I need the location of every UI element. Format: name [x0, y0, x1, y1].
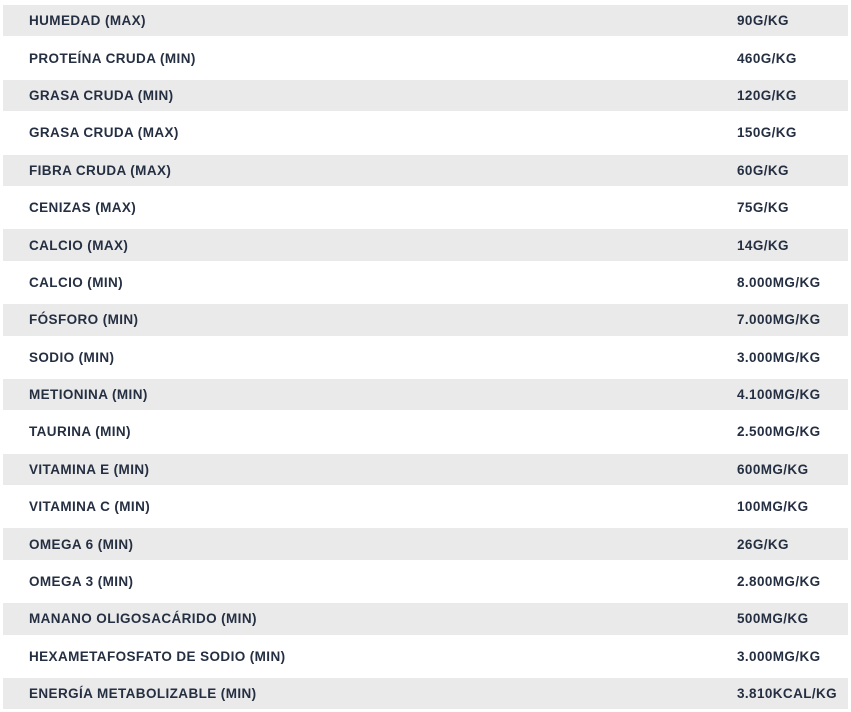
nutrient-value: 120G/KG: [737, 87, 797, 103]
nutrient-value: 7.000MG/KG: [737, 312, 821, 328]
nutrient-label: SODIO (MIN): [29, 349, 115, 365]
nutrient-label: ENERGÍA METABOLIZABLE (MIN): [29, 686, 257, 702]
nutrient-label: CALCIO (MIN): [29, 274, 124, 290]
nutrient-label: GRASA CRUDA (MAX): [29, 125, 179, 141]
table-row: [3, 638, 848, 675]
nutrient-label: PROTEÍNA CRUDA (MIN): [29, 50, 196, 66]
nutrient-value: 460G/KG: [737, 50, 797, 66]
table-row: [3, 525, 848, 562]
nutrient-value: 100MG/KG: [737, 499, 809, 515]
nutrient-value: 2.500MG/KG: [737, 424, 821, 440]
nutrient-value: 4.100MG/KG: [737, 387, 821, 403]
table-row: [3, 600, 848, 637]
nutrient-label: FÓSFORO (MIN): [29, 312, 139, 328]
nutrient-label: MANANO OLIGOSACÁRIDO (MIN): [29, 611, 257, 627]
table-row: [3, 301, 848, 338]
nutrient-value: 75G/KG: [737, 200, 789, 216]
nutrient-label: VITAMINA C (MIN): [29, 499, 151, 515]
table-row: [3, 413, 848, 450]
nutrient-value: 60G/KG: [737, 162, 789, 178]
nutrient-value: 3.000MG/KG: [737, 349, 821, 365]
nutrient-label: FIBRA CRUDA (MAX): [29, 162, 172, 178]
nutrient-label: GRASA CRUDA (MIN): [29, 87, 174, 103]
table-row: [3, 675, 848, 712]
nutrient-value: 500MG/KG: [737, 611, 809, 627]
nutrient-label: HEXAMETAFOSFATO DE SODIO (MIN): [29, 648, 286, 664]
table-row: [3, 2, 848, 39]
nutrient-value: 150G/KG: [737, 125, 797, 141]
nutrient-value: 3.810KCAL/KG: [737, 686, 838, 702]
table-row: [3, 488, 848, 525]
nutrient-value: 90G/KG: [737, 13, 789, 29]
nutrient-value: 26G/KG: [737, 536, 789, 552]
table-row: [3, 152, 848, 189]
table-row: [3, 39, 848, 76]
table-row: [3, 339, 848, 376]
table-row: [3, 189, 848, 226]
table-row: [3, 114, 848, 151]
nutrient-value: 2.800MG/KG: [737, 574, 821, 590]
table-row: [3, 376, 848, 413]
nutrient-label: OMEGA 6 (MIN): [29, 536, 134, 552]
nutrient-label: CENIZAS (MAX): [29, 200, 137, 216]
nutrient-label: HUMEDAD (MAX): [29, 13, 146, 29]
nutrient-label: TAURINA (MIN): [29, 424, 131, 440]
nutrient-label: METIONINA (MIN): [29, 387, 148, 403]
table-row: [3, 451, 848, 488]
table-row: [3, 563, 848, 600]
nutrient-label: CALCIO (MAX): [29, 237, 129, 253]
table-row: [3, 226, 848, 263]
nutrient-value: 3.000MG/KG: [737, 648, 821, 664]
nutrient-value: 8.000MG/KG: [737, 274, 821, 290]
nutrient-label: VITAMINA E (MIN): [29, 461, 150, 477]
nutrient-value: 14G/KG: [737, 237, 789, 253]
table-row: [3, 77, 848, 114]
nutrient-label: OMEGA 3 (MIN): [29, 574, 134, 590]
table-row: [3, 264, 848, 301]
nutrient-value: 600MG/KG: [737, 461, 809, 477]
